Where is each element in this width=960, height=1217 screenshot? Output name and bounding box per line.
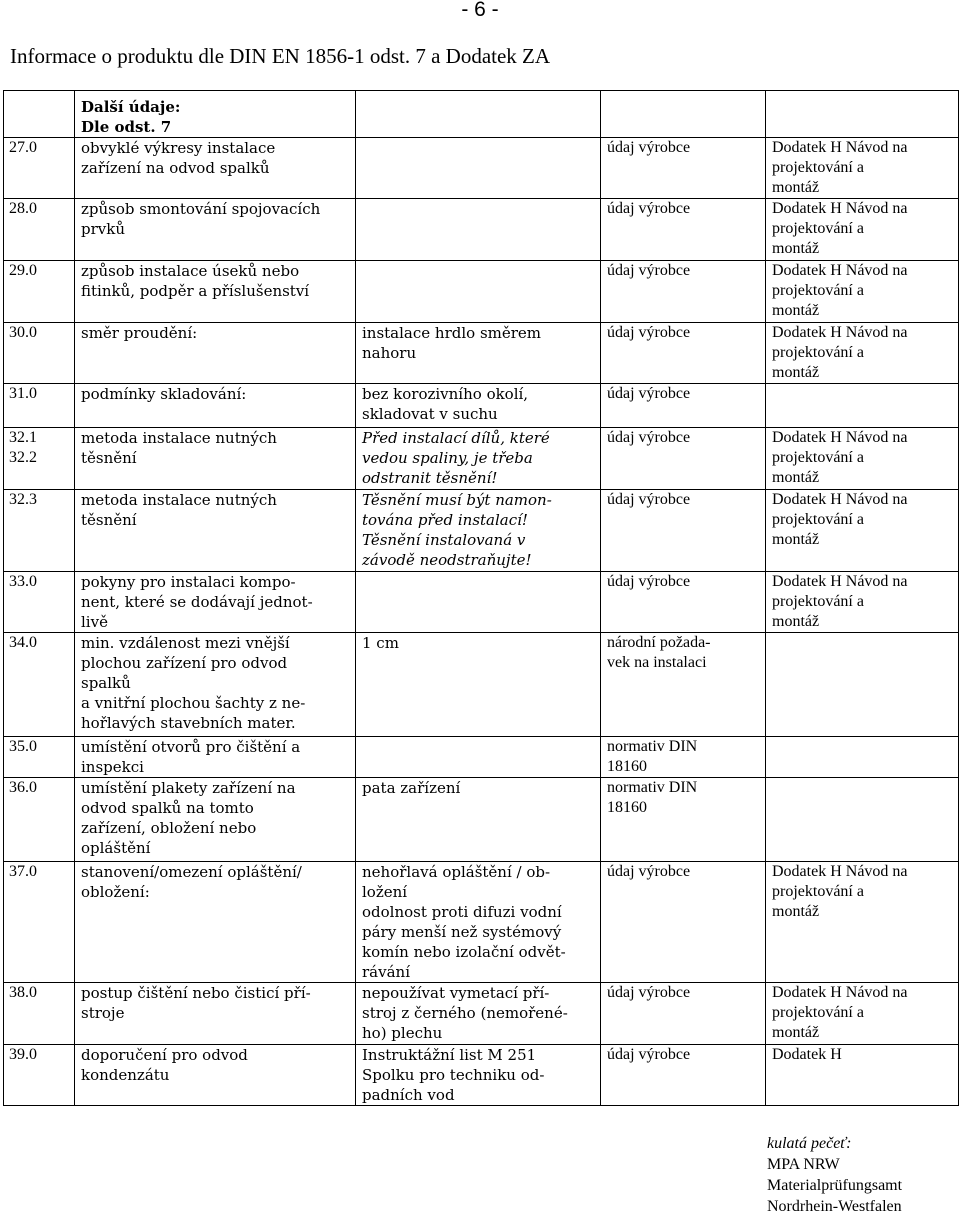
row-value-line: Těsnění instalovaná v bbox=[362, 531, 526, 549]
row-source bbox=[601, 778, 766, 862]
row-value bbox=[356, 323, 601, 384]
row-value bbox=[356, 983, 601, 1045]
row-value-line: vedou spaliny, je třeba bbox=[362, 449, 533, 467]
row-reference-line: Dodatek H Návod na bbox=[772, 324, 908, 341]
row-source bbox=[601, 428, 766, 490]
row-reference-line: Dodatek H Návod na bbox=[772, 429, 908, 446]
row-source-text: národní požada- vek na instalaci bbox=[607, 634, 711, 671]
row-value-line: Těsnění musí být namon- bbox=[362, 491, 552, 509]
row-reference-line: Dodatek H Návod na bbox=[772, 139, 908, 156]
row-reference bbox=[766, 384, 959, 428]
row-number bbox=[4, 983, 75, 1045]
row-description bbox=[75, 983, 356, 1045]
row-description-line: doporučení pro odvod bbox=[81, 1046, 248, 1064]
row-source-text: údaj výrobce bbox=[607, 324, 691, 341]
row-value bbox=[356, 384, 601, 428]
row-source-text: údaj výrobce bbox=[607, 573, 691, 590]
row-description-line: těsnění bbox=[81, 449, 137, 467]
row-description-line: způsob smontování spojovacích bbox=[81, 200, 321, 218]
row-number-line: 36.0 bbox=[9, 779, 37, 796]
row-description-line: obložení: bbox=[81, 883, 150, 901]
stamp-line: MPA NRW bbox=[767, 1156, 840, 1173]
row-source-text: údaj výrobce bbox=[607, 1046, 691, 1063]
row-description-line: hořlavých stavebních mater. bbox=[81, 714, 296, 732]
page-number: - 6 - bbox=[461, 0, 499, 21]
row-reference bbox=[766, 261, 959, 323]
row-number-line: 32.1 bbox=[9, 429, 37, 446]
row-source bbox=[601, 862, 766, 983]
table-row bbox=[4, 199, 959, 261]
row-value bbox=[356, 633, 601, 737]
table-row bbox=[4, 323, 959, 384]
row-source bbox=[601, 1045, 766, 1106]
row-description bbox=[75, 384, 356, 428]
row-value-line: 1 cm bbox=[362, 634, 399, 652]
row-source bbox=[601, 323, 766, 384]
row-description-line: stanovení/omezení opláštění/ bbox=[81, 863, 302, 881]
row-number-line: 38.0 bbox=[9, 984, 37, 1001]
row-description-line: stroje bbox=[81, 1004, 125, 1022]
row-reference-line: montáž bbox=[772, 903, 820, 920]
row-description-line: zařízení, obložení nebo bbox=[81, 819, 257, 837]
row-number bbox=[4, 199, 75, 261]
row-value-line: instalace hrdlo směrem bbox=[362, 324, 542, 342]
row-value-line: skladovat v suchu bbox=[362, 405, 498, 423]
row-reference bbox=[766, 983, 959, 1045]
row-source bbox=[601, 983, 766, 1045]
row-reference bbox=[766, 323, 959, 384]
row-number bbox=[4, 384, 75, 428]
row-value bbox=[356, 778, 601, 862]
row-value-line: odolnost proti difuzi vodní bbox=[362, 903, 562, 921]
row-reference-line: montáž bbox=[772, 179, 820, 196]
row-number bbox=[4, 323, 75, 384]
row-description bbox=[75, 323, 356, 384]
row-value-line: páry menší než systémový bbox=[362, 923, 562, 941]
row-value-line: nahoru bbox=[362, 344, 417, 362]
row-description-line: způsob instalace úseků nebo bbox=[81, 262, 300, 280]
row-description bbox=[75, 778, 356, 862]
row-value-line: komín nebo izolační odvět- bbox=[362, 943, 566, 961]
row-reference-line: montáž bbox=[772, 1024, 820, 1041]
row-description bbox=[75, 490, 356, 572]
row-source bbox=[601, 633, 766, 737]
row-description-line: postup čištění nebo čisticí pří- bbox=[81, 984, 311, 1002]
row-reference-line: Dodatek H bbox=[772, 1046, 842, 1063]
row-description-line: spalků bbox=[81, 674, 131, 692]
row-description bbox=[75, 261, 356, 323]
row-value-line: ho) plechu bbox=[362, 1024, 443, 1042]
row-description bbox=[75, 862, 356, 983]
row-number-line: 31.0 bbox=[9, 385, 37, 402]
row-description-line: umístění otvorů pro čištění a bbox=[81, 738, 301, 756]
row-reference bbox=[766, 199, 959, 261]
row-value bbox=[356, 572, 601, 633]
row-number bbox=[4, 862, 75, 983]
row-source-text: údaj výrobce bbox=[607, 863, 691, 880]
row-number bbox=[4, 633, 75, 737]
row-source bbox=[601, 384, 766, 428]
table-row bbox=[4, 862, 959, 983]
row-reference-line: projektování a bbox=[772, 220, 864, 237]
stamp-line: Materialprüfungsamt bbox=[767, 1177, 903, 1194]
stamp-note bbox=[767, 1133, 902, 1217]
row-number-line: 35.0 bbox=[9, 738, 37, 755]
row-number-line: 33.0 bbox=[9, 573, 37, 590]
row-value-line: Před instalací dílů, které bbox=[362, 429, 550, 447]
row-number bbox=[4, 138, 75, 199]
row-value bbox=[356, 862, 601, 983]
row-reference-line: Dodatek H Návod na bbox=[772, 984, 908, 1001]
row-source bbox=[601, 490, 766, 572]
row-number bbox=[4, 1045, 75, 1106]
row-number bbox=[4, 428, 75, 490]
row-number-line: 27.0 bbox=[9, 139, 37, 156]
table-row bbox=[4, 490, 959, 572]
row-value bbox=[356, 428, 601, 490]
row-description-line: prvků bbox=[81, 220, 125, 238]
row-reference-line: montáž bbox=[772, 302, 820, 319]
row-description-line: směr proudění: bbox=[81, 324, 198, 342]
row-value bbox=[356, 737, 601, 778]
row-value-line: bez korozivního okolí, bbox=[362, 385, 529, 403]
row-reference-line: montáž bbox=[772, 469, 820, 486]
row-description-line: a vnitřní plochou šachty z ne- bbox=[81, 694, 306, 712]
row-number-line: 28.0 bbox=[9, 200, 37, 217]
table-row bbox=[4, 261, 959, 323]
row-reference-line: projektování a bbox=[772, 344, 864, 361]
row-number-line: 37.0 bbox=[9, 863, 37, 880]
row-source bbox=[601, 261, 766, 323]
table-row bbox=[4, 633, 959, 737]
product-info-table bbox=[3, 90, 959, 1106]
row-description-line: fitinků, podpěr a příslušenství bbox=[81, 282, 310, 300]
row-source-text: údaj výrobce bbox=[607, 385, 691, 402]
row-reference-line: Dodatek H Návod na bbox=[772, 573, 908, 590]
row-value bbox=[356, 261, 601, 323]
header-line-1: Další údaje: bbox=[81, 98, 181, 116]
row-description-line: metoda instalace nutných bbox=[81, 491, 277, 509]
row-description bbox=[75, 737, 356, 778]
row-reference-line: projektování a bbox=[772, 883, 864, 900]
row-source bbox=[601, 199, 766, 261]
table-row bbox=[4, 428, 959, 490]
table-row bbox=[4, 572, 959, 633]
row-description-line: obvyklé výkresy instalace bbox=[81, 139, 276, 157]
row-description-line: min. vzdálenost mezi vnější bbox=[81, 634, 290, 652]
row-value-line: Instruktážní list M 251 bbox=[362, 1046, 537, 1064]
row-number-line: 39.0 bbox=[9, 1046, 37, 1063]
row-number-line: 30.0 bbox=[9, 324, 37, 341]
row-reference bbox=[766, 862, 959, 983]
row-reference-line: projektování a bbox=[772, 1004, 864, 1021]
row-reference-line: montáž bbox=[772, 240, 820, 257]
row-value bbox=[356, 199, 601, 261]
row-reference-line: projektování a bbox=[772, 159, 864, 176]
row-reference-line: montáž bbox=[772, 613, 820, 630]
row-source-text: údaj výrobce bbox=[607, 984, 691, 1001]
row-description-line: zařízení na odvod spalků bbox=[81, 159, 270, 177]
row-value-line: tována před instalací! bbox=[362, 511, 528, 529]
stamp-label: kulatá pečeť: bbox=[767, 1135, 852, 1152]
row-description-line: inspekci bbox=[81, 758, 144, 776]
row-value-line: padních vod bbox=[362, 1086, 455, 1104]
row-description bbox=[75, 1045, 356, 1106]
row-value-line: stroj z černého (nemořené- bbox=[362, 1004, 568, 1022]
row-number bbox=[4, 572, 75, 633]
row-number-line: 34.0 bbox=[9, 634, 37, 651]
row-reference-line: projektování a bbox=[772, 449, 864, 466]
table-row bbox=[4, 737, 959, 778]
row-number-line: 29.0 bbox=[9, 262, 37, 279]
row-reference bbox=[766, 490, 959, 572]
table-header-row bbox=[4, 91, 959, 138]
row-value-line: rávání bbox=[362, 963, 410, 981]
row-number-line: 32.3 bbox=[9, 491, 37, 508]
row-source bbox=[601, 138, 766, 199]
row-reference bbox=[766, 778, 959, 862]
row-source-text: normativ DIN 18160 bbox=[607, 738, 698, 775]
row-value-line: pata zařízení bbox=[362, 779, 461, 797]
row-reference bbox=[766, 572, 959, 633]
row-source bbox=[601, 572, 766, 633]
table-row bbox=[4, 384, 959, 428]
row-source-text: údaj výrobce bbox=[607, 262, 691, 279]
row-number bbox=[4, 737, 75, 778]
row-description-line: opláštění bbox=[81, 839, 151, 857]
row-reference-line: montáž bbox=[772, 364, 820, 381]
row-reference bbox=[766, 428, 959, 490]
row-description-line: livě bbox=[81, 613, 108, 631]
row-description bbox=[75, 138, 356, 199]
row-source-text: údaj výrobce bbox=[607, 429, 691, 446]
row-reference-line: projektování a bbox=[772, 282, 864, 299]
row-reference-line: projektování a bbox=[772, 593, 864, 610]
header-line-2: Dle odst. 7 bbox=[81, 118, 172, 136]
table-row bbox=[4, 1045, 959, 1106]
row-reference bbox=[766, 633, 959, 737]
table-row bbox=[4, 983, 959, 1045]
row-description bbox=[75, 428, 356, 490]
row-description bbox=[75, 633, 356, 737]
row-number bbox=[4, 490, 75, 572]
row-description-line: podmínky skladování: bbox=[81, 385, 247, 403]
row-source-text: údaj výrobce bbox=[607, 200, 691, 217]
table-row bbox=[4, 138, 959, 199]
row-value-line: závodě neodstraňujte! bbox=[362, 551, 532, 569]
row-number bbox=[4, 261, 75, 323]
stamp-line: Nordrhein-Westfalen bbox=[767, 1198, 902, 1215]
row-source-text: normativ DIN 18160 bbox=[607, 779, 698, 816]
row-source bbox=[601, 737, 766, 778]
table-row bbox=[4, 778, 959, 862]
row-value bbox=[356, 1045, 601, 1106]
row-number bbox=[4, 778, 75, 862]
row-description-line: umístění plakety zařízení na bbox=[81, 779, 296, 797]
row-description-line: nent, které se dodávají jednot- bbox=[81, 593, 313, 611]
row-number-line: 32.2 bbox=[9, 449, 37, 466]
row-reference bbox=[766, 1045, 959, 1106]
page-title: Informace o produktu dle DIN EN 1856-1 odst. 7 a Dodatek ZA bbox=[10, 44, 551, 68]
row-value-line: nehořlavá opláštění / ob- bbox=[362, 863, 551, 881]
row-description-line: pokyny pro instalaci kompo- bbox=[81, 573, 296, 591]
row-description-line: metoda instalace nutných bbox=[81, 429, 277, 447]
row-value-line: odstranit těsnění! bbox=[362, 469, 498, 487]
row-description bbox=[75, 572, 356, 633]
row-reference bbox=[766, 737, 959, 778]
row-description bbox=[75, 199, 356, 261]
row-value bbox=[356, 138, 601, 199]
row-reference-line: Dodatek H Návod na bbox=[772, 200, 908, 217]
row-description-line: těsnění bbox=[81, 511, 137, 529]
row-source-text: údaj výrobce bbox=[607, 491, 691, 508]
row-reference-line: Dodatek H Návod na bbox=[772, 863, 908, 880]
row-value bbox=[356, 490, 601, 572]
row-reference bbox=[766, 138, 959, 199]
row-description-line: odvod spalků na tomto bbox=[81, 799, 254, 817]
row-reference-line: projektování a bbox=[772, 511, 864, 528]
row-value-line: ložení bbox=[362, 883, 408, 901]
row-description-line: kondenzátu bbox=[81, 1066, 170, 1084]
row-source-text: údaj výrobce bbox=[607, 139, 691, 156]
row-value-line: Spolku pro techniku od- bbox=[362, 1066, 545, 1084]
row-reference-line: Dodatek H Návod na bbox=[772, 491, 908, 508]
row-description-line: plochou zařízení pro odvod bbox=[81, 654, 288, 672]
row-value-line: nepoužívat vymetací pří- bbox=[362, 984, 550, 1002]
row-reference-line: Dodatek H Návod na bbox=[772, 262, 908, 279]
row-reference-line: montáž bbox=[772, 531, 820, 548]
